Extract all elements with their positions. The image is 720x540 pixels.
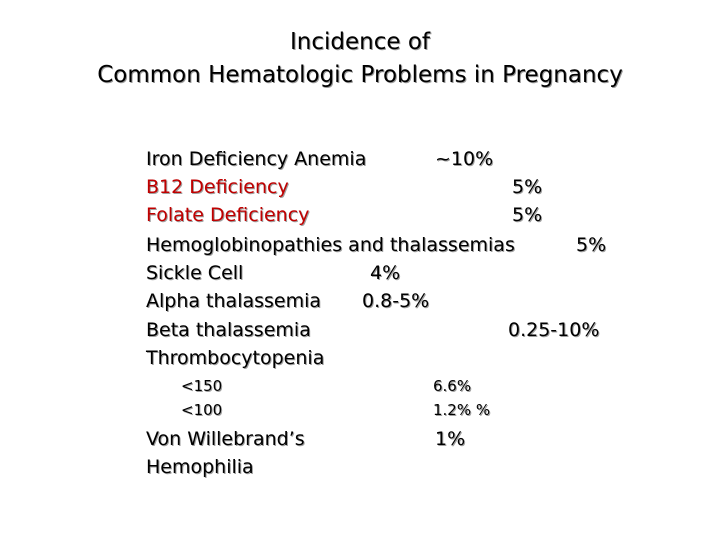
item-label-sickle-cell: Sickle Cell [146,262,244,284]
item-label-thrombocytopenia: Thrombocytopenia [146,347,325,369]
title-line-1: Incidence of [290,29,430,55]
item-value-beta-thalassemia: 0.25-10% [508,319,600,341]
item-value-b12-deficiency: 5% [512,176,543,198]
item-value-alpha-thalassemia: 0.8-5% [362,290,430,312]
item-label-hemophilia: Hemophilia [146,456,254,478]
item-value-sickle-cell: 4% [370,262,401,284]
item-value-iron-deficiency: ~10% [435,148,494,170]
slide-title [0,26,720,92]
item-value-hemoglobinopathies: 5% [576,234,607,256]
item-label-folate-deficiency: Folate Deficiency [146,204,310,226]
item-label-beta-thalassemia: Beta thalassemia [146,319,311,341]
item-value-von-willebrands: 1% [435,428,466,450]
title-line-2: Common Hematologic Problems in Pregnancy [97,62,623,88]
item-label-below-100: <100 [181,401,223,419]
item-label-hemoglobinopathies: Hemoglobinopathies and thalassemias [146,234,515,256]
item-value-folate-deficiency: 5% [512,204,543,226]
item-value-below-150: 6.6% [433,377,472,395]
item-label-alpha-thalassemia: Alpha thalassemia [146,290,322,312]
item-value-below-100: 1.2% % [433,401,491,419]
item-label-iron-deficiency: Iron Deficiency Anemia [146,148,367,170]
item-label-b12-deficiency: B12 Deficiency [146,176,289,198]
item-label-von-willebrands: Von Willebrand’s [146,428,305,450]
item-label-below-150: <150 [181,377,223,395]
